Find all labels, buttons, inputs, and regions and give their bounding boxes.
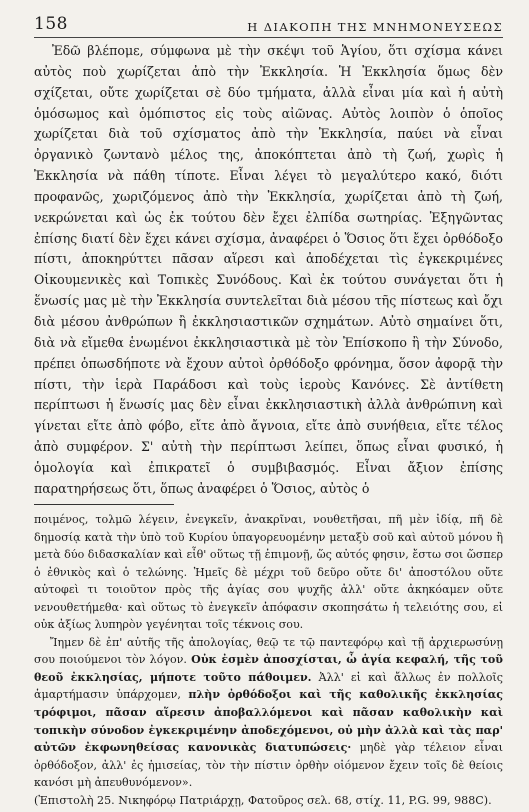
page-number: 158 (34, 14, 68, 34)
footnote-text: μηδὲ γὰρ τέλειον εἶναι ὀρθόδοξον, ἀλλ' ἐς ἡμισείας, τὸν τὴν πίστιν ὀρθὴν οἰόμενον ἔχειν τοῖς δὲ θείοις κανόσι μὴ ἀπευθυνόμενον». (34, 741, 503, 790)
footnote-bold-text: Οὐκ ἐσμὲν ἀποσχίσται, ὦ ἁγία κεφαλή, τῆς τοῦ θεοῦ ἐκκλησίας, μήποτε τοῦτο πάθοιμεν. (34, 653, 503, 684)
header-rule (34, 37, 503, 38)
page-header (34, 14, 503, 34)
main-text (34, 41, 503, 500)
footnote-citation: (Ἐπιστολὴ 25. Νικηφόρῳ Πατριάρχῃ, Φατοῦρος σελ. 68, στίχ. 11, P.G. 99, 988C). (34, 793, 492, 807)
footnote-paragraph-1: ποιμένος, τολμῶ λέγειν, ἐνεγκεῖν, ἀνακρῖναι, νουθετῆσαι, πῆ μὲν ἰδίᾳ, πῆ δὲ δημοσίᾳ κατὰ τὴν ὑπὸ τοῦ Κυρίου ὑπαγορευομένην μεταξὺ σοῦ καὶ αὐτοῦ μόνου ἢ μετὰ δύο διδασκαλίαν καὶ εἶθ' οὕτως τῇ ἐπιμονῇ, ὥς αὐτός φησιν, ἔστω σοι ὥσπερ ὁ ἐθνικὸς καὶ ὁ τελώνης. Ἡμεῖς δὲ μέχρι τοῦ δεῦρο οὔτε δι' ἀποστόλου οὔτε αὐτοφεὶ τι τοιοῦτον πρὸς τῆς ἁγίας σου ψυχῆς ἀλλ' οὔτε ἀκηκόαμεν οὔτε νενουθετήμεθα· καὶ οὕτως τὸ ἐνεγκεῖν ἀπόφασιν σκοπησάτω ἡ τελειότης σου, εἰ οὐκ ἀξίως λυπηρὸν γεγένηται τοῖς τέκνοις σου. (34, 513, 503, 632)
footnote-bold-text: πλὴν ὀρθόδοξοι καὶ τῆς καθολικῆς ἐκκλησίας τρόφιμοι, πᾶσαν αἵρεσιν ἀποβαλλόμενοι καὶ πᾶσαν καθολικὴν καὶ τοπικὴν σύνοδον ἐγκεκριμένην ἀποδεχόμενοι, οὐ μὴν ἀλλὰ καὶ τὰς παρ' αὐτῶν ἐκφωνηθείσας κανονικὰς διατυπώσεις· (34, 688, 503, 755)
footnote-separator (34, 504, 174, 505)
footnote-paragraph-2 (34, 634, 503, 792)
footnote-text: Ἴημεν δὲ ἐπ' αὐτῆς τῆς ἀπολογίας, θεῷ τε τῷ παντεφόρῳ καὶ τῇ ἀρχιερωσύνῃ σου ποιούμενοι τὸν λόγον. (34, 635, 503, 667)
footnote (34, 511, 503, 809)
main-paragraph: Ἐδῶ βλέπομε, σύμφωνα μὲ τὴν σκέψι τοῦ Ἁγίου, ὅτι σχίσμα κάνει αὐτὸς ποὺ χωρίζεται ἀπὸ τὴν Ἐκκλησία. Ἡ Ἐκκλησία ὅμως δὲν σχίζεται, οὔτε χωρίζεται σὲ δύο τμήματα, ἀλλὰ εἶναι μία καὶ ἡ αὐτὴ ὁμόσωμος καὶ ὁμόπιστος εἰς τοὺς αἰῶνας. Αὐτὸς λοιπὸν ὁ ὁποῖος χωρίζεται διὰ τοῦ σχίσματος ἀπὸ τὴν Ἐκκλησία, παύει νὰ εἶναι ὀργανικὸ ζωντανὸ μέλος της, ἀποκόπτεται ἀπὸ τὴ ζωή, χωρὶς ἡ Ἐκκλησία νὰ πάθη τίποτε. Εἶναι λέγει τὸ μεγαλύτερο κακό, διότι προφανῶς, χωριζόμενος ἀπὸ τὴν Ἐκκλησία, χωρίζεται ἀπὸ τὴ ζωή, νεκρώνεται καὶ ὡς ἐκ τούτου δὲν ἔχει ἐλπίδα σωτηρίας. Ἐξηγῶντας ἐπίσης διατί δὲν ἔχει κάνει σχίσμα, ἀναφέρει ὁ Ὅσιος ὅτι ἔχει ὀρθόδοξο πίστι, ἀποκηρύττει πᾶσαν αἵρεσι καὶ ἀποδέχεται τὶς ἐγκεκριμένες Οἰκουμενικὲς καὶ Τοπικὲς Συνόδους. Καὶ ἐκ τούτου συνάγεται ὅτι ἡ ἕνωσίς μας μὲ τὴν Ἐκκλησία συντελεῖται διὰ μέσου τῆς πίστεως καὶ ὄχι διὰ μέσου ἀνθρώπων ἢ ἐκκλησιαστικῶν σχημάτων. Αὐτὸ σημαίνει ὅτι, διὰ νὰ εἴμεθα ἑνωμένοι ἐκκλησιαστικὰ μὲ τὸν Ἐπίσκοπο ἢ τὴν Σύνοδο, πρέπει ὁπωσδήποτε νὰ ἔχουν αὐτοὶ ὀρθόδοξο φρόνημα, ὅσον ἀφορᾷ τὴν πίστι, τὴν ἱερὰ Παράδοσι καὶ τοὺς ἱεροὺς Κανόνες. Σὲ ἀντίθετη περίπτωσι ἡ ἕνωσίς μας δὲν εἶναι ἐκκλησιαστικὴ ἀλλὰ ἀνθρώπινη καὶ γίνεται εἴτε ἀπὸ φόβο, εἴτε ἀπὸ ἄγνοια, εἴτε ἀπὸ συνήθεια, εἴτε τέλος ἀπὸ συμφέρον. Σ' αὐτὴ τὴν περίπτωσι λείπει, ὅπως εἶναι φυσικό, ἡ ὁμολογία καὶ ἐπικρατεῖ ὁ συμβιβασμός. Εἶναι ἄξιον ἐπίσης παρατηρήσεως ὅτι, ὅπως ἀναφέρει ὁ Ὅσιος, αὐτὸς ὁ (34, 43, 503, 496)
running-title: Η ΔΙΑΚΟΠΗ ΤΗΣ ΜΝΗΜΟΝΕΥΣΕΩΣ (247, 20, 503, 34)
footnote-text: Ἀλλ' εἰ καὶ ἄλλως ἐν πολλοῖς ἁμαρτήμασιν ὑπάρχομεν, (34, 670, 503, 702)
